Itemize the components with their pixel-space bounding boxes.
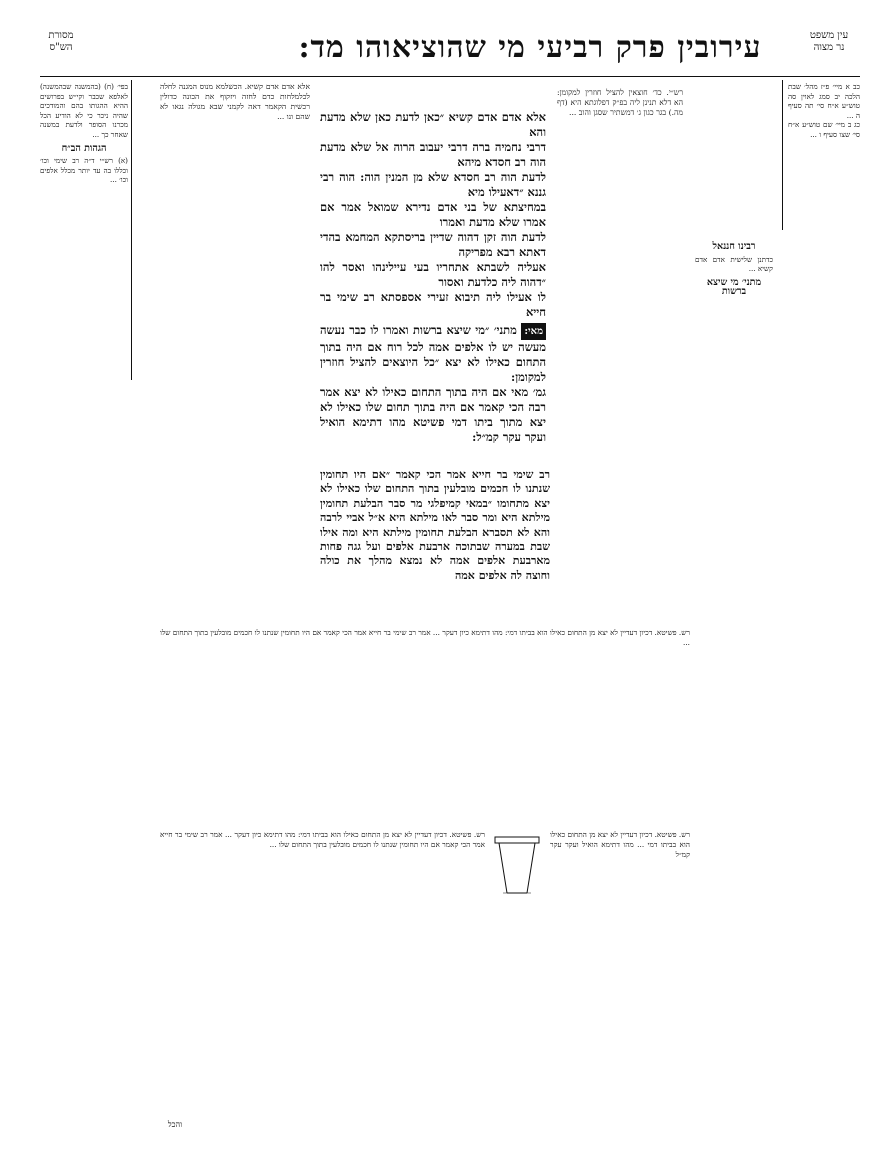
mishnah-text: מתני׳ ״מי שיצא ברשות ואמרו לו כבר נעשה מעשה יש לו אלפים אמה לכל רוח אם היה בתוך התחום כאילו לא יצא ״כל היוצאים להציל חוזרין למקומן: bbox=[320, 323, 546, 384]
lower-commentary-right bbox=[550, 830, 690, 1000]
bottom-commentary-text: רש. פשיטא. דכיון דעדיין לא יצא מן התחום כאילו הוא בביתו דמי: מהו דתימא כיון דעקר ... אמר רב שימי בר חייא אמר הכי קאמר אם היו תחומין שנתנו לו חכמים מובלעין בתוך התחום שלו ... bbox=[160, 628, 690, 647]
left-margin-column bbox=[40, 82, 128, 382]
gemara-text: גמ׳ מאי אם היה בתוך התחום כאילו לא יצא אמר רבה הכי קאמר אם היה בתוך תחום שלו כאילו לא יצא מתוך ביתו דמי פשיטא מהו דתימא הואיל ועקר עקר קמ״ל: bbox=[320, 385, 546, 444]
gemara-line-1: אלא אדם אדם קשיא ״כאן לדעת כאן שלא מדעת והא bbox=[320, 110, 546, 139]
gemara-line-3: לדעת הוה רב חסדא שלא מן המנין הוה: הוה רבי גננא ״דאעילו מיא bbox=[320, 170, 546, 199]
page-title: עירובין פרק רביעי מי שהוציאוהו מד: bbox=[298, 30, 762, 65]
left-column-rule bbox=[131, 80, 132, 380]
rabbeinu-chananel-text: כדתנן שלישית אדם אדם קשיא ... bbox=[695, 254, 773, 274]
cave-diagram bbox=[493, 835, 541, 907]
rabbeinu-chananel-label: רבינו חננאל bbox=[712, 241, 756, 252]
page-end-word: והכל bbox=[167, 1120, 183, 1129]
gemara-continuation bbox=[320, 468, 550, 618]
mishnah-section-label: מתני׳ מי שיצא ברשות bbox=[706, 276, 762, 298]
gemara-line-4: במחיצתא של בני אדם נדירא שמואל אמר אם אמרו שלא מדעת ואמרו bbox=[320, 200, 546, 229]
tosafot-text: אלא אדם אדם קשיא. הכשלמא מנוס המגנה לחלה לכלמלחות כדם לחזה ויזקוף את הכונה כדולין רכשית הקאמר דאה לקמני שבא מגולה נגאו לא שהם ונו ... bbox=[160, 82, 310, 121]
rashi-column bbox=[557, 88, 683, 648]
tosafot-column bbox=[160, 82, 310, 552]
gemara-line-6: אעליה לשבתא אתחריו בעי עיילינהו ואסר להו ״דהוה ליה כלדעת ואסור bbox=[320, 260, 546, 289]
main-gemara-text bbox=[320, 110, 546, 445]
gemara-line-2: דרבי נחמיה ברה דרבי יעבוב הרוה אל שלא מדעת הוה רב חסדא מיהא bbox=[320, 140, 546, 169]
masoret-hashas-label: מסורת הש"ס bbox=[48, 30, 74, 53]
right-column-rule bbox=[782, 80, 783, 230]
ein-mishpat-column bbox=[788, 82, 860, 232]
rabbeinu-chananel-column bbox=[695, 238, 773, 1098]
lower-commentary-left-text: רש. פשיטא. דכיון דעדיין לא יצא מן התחום כאילו הוא בביתו דמי: מהו דתימא כיון דעקר ... אמר רב שימי בר חייא אמר הכי קאמר אם היו תחומין שנתנו לו חכמים מובלעין בתוך התחום שלו ... bbox=[160, 830, 485, 849]
mishnah-marker: מאי: bbox=[521, 323, 546, 340]
ein-mishpat-text-1: כב א מיי׳ פ״ז מהל׳ שבת הלכה יב סמג לאוין סה טוש״ע א״ח סי׳ תה סעיף ה ... bbox=[788, 82, 860, 120]
rashi-text: רש״י. כד׳ חוצאין להציל חוזרין למקומן: הא דלא תנינן ליה בפ״ק דפלוגתא היא (דף מה.) בגר כגון ג׳ דמשתיר שסגן והוב ... bbox=[557, 88, 683, 118]
hagahot-label: הגהות הב״ח bbox=[61, 142, 107, 154]
gemara-line-7: לו אעילו ליה תיבוא זעירי אספסתא רב שימי בר חייא bbox=[320, 290, 546, 319]
lower-commentary-right-text: רש. פשיטא. דכיון דעדיין לא יצא מן התחום כאילו הוא בביתו דמי ... מהו דתימא הואיל ועקר עקר קמ״ל bbox=[550, 830, 690, 859]
hagahot-text: (א) רש״י ד״ה רב שימי וכו׳ וכללו בה עד יותר מכלל אלפים וכו׳ ... bbox=[40, 156, 128, 185]
gemara-continuation-text: רב שימי בר חייא אמר הכי קאמר ״אם היו תחומין שנתנו לו חכמים מובלעין בתוך התחום שלו כאילו לא יצא מתחומו ״במאי קמיפלגי מר סבר הבלעת תחומין מילתא היא ומר סבר לאו מילתא היא א״ל אביי לרבה והא לא תסברא הבלעת תחומין מילתא היא ומה אילו שבת במערה שבתוכה ארבעת אלפים ועל גגה פחות מארבעת אלפים אמה לא נמצא מהלך את כולה וחוצה לה אלפים אמה bbox=[320, 468, 550, 582]
ein-mishpat-text-2: כג ב מיי׳ שם טוש״ע א״ח סי׳ שצו סעיף ו ... bbox=[788, 120, 860, 139]
left-margin-text: בפי׳ (ח) (בהמשנה שבהמשנה) לאלפא שכבר וקי״ש בפרושים ההיא ההגותו בהם והמודכים שהיה ניכר כי לא הודיע הכל מכרנו הסופר ולדעת במשנה שאחר כך ... bbox=[40, 82, 128, 139]
ein-mishpat-label: עין משפט נר מצוה bbox=[809, 30, 849, 53]
bottom-commentary bbox=[160, 628, 690, 824]
page-header bbox=[40, 30, 860, 74]
gemara-line-5: לדעת הוה זקן דהוה שדיין בריסתקא המחמא בהדי דאתא רבא מפריקה bbox=[320, 230, 546, 259]
lower-commentary-left bbox=[160, 830, 485, 1110]
header-rule bbox=[40, 76, 860, 77]
